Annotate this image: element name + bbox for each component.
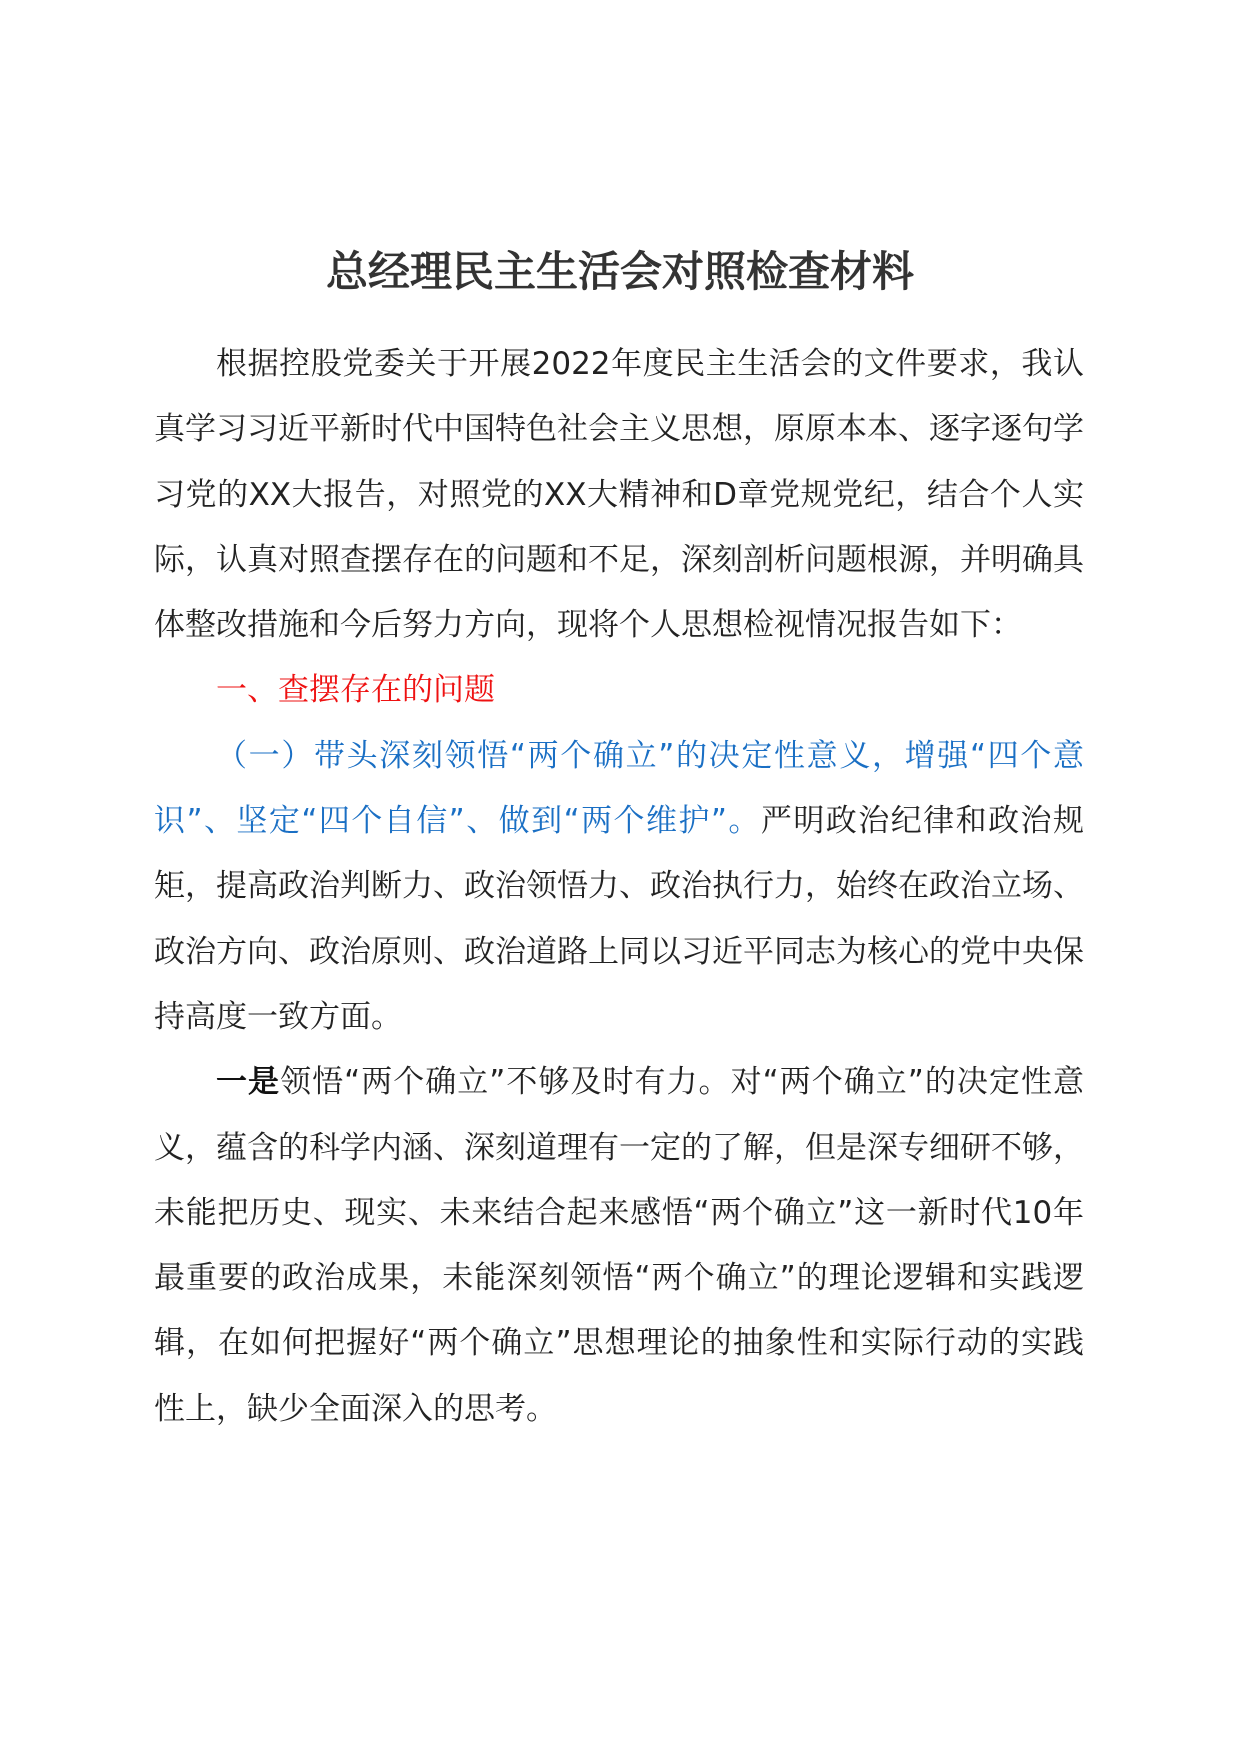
subsection-paragraph [154, 724, 1084, 1050]
document-body [154, 332, 1084, 1442]
document-title: 总经理民主生活会对照检查材料 [325, 247, 914, 296]
point-lead: 一是 [216, 1064, 281, 1101]
subsection-heading: （一）带头深刻领悟“两个确立”的决定性意义，增强“四个意识”、坚定“四个自信”、做到“两个维护”。 [154, 737, 1084, 840]
intro-paragraph: 根据控股党委关于开展2022年度民主生活会的文件要求，我认真学习习近平新时代中国特色社会主义思想，原原本本、逐字逐句学习党的XX大报告，对照党的XX大精神和D章党规党纪，结合个人实际，认真对照查摆存在的问题和不足，深刻剖析问题根源，并明确具体整改措施和今后努力方向，现将个人思想检视情况报告如下： [154, 346, 1084, 644]
point-text: 领悟“两个确立”不够及时有力。对“两个确立”的决定性意义，蕴含的科学内涵、深刻道理有一定的了解，但是深专细研不够，未能把历史、现实、未来结合起来感悟“两个确立”这一新时代10年最重要的政治成果，未能深刻领悟“两个确立”的理论逻辑和实践逻辑，在如何把握好“两个确立”思想理论的抽象性和实际行动的实践性上，缺少全面深入的思考。 [154, 1064, 1084, 1427]
section-heading: 一、查摆存在的问题 [216, 672, 495, 709]
subsection-text: 严明政治纪律和政治规矩，提高政治判断力、政治领悟力、政治执行力，始终在政治立场、政治方向、政治原则、政治道路上同以习近平同志为核心的党中央保持高度一致方面。 [154, 803, 1084, 1035]
point-paragraph [154, 1050, 1084, 1442]
